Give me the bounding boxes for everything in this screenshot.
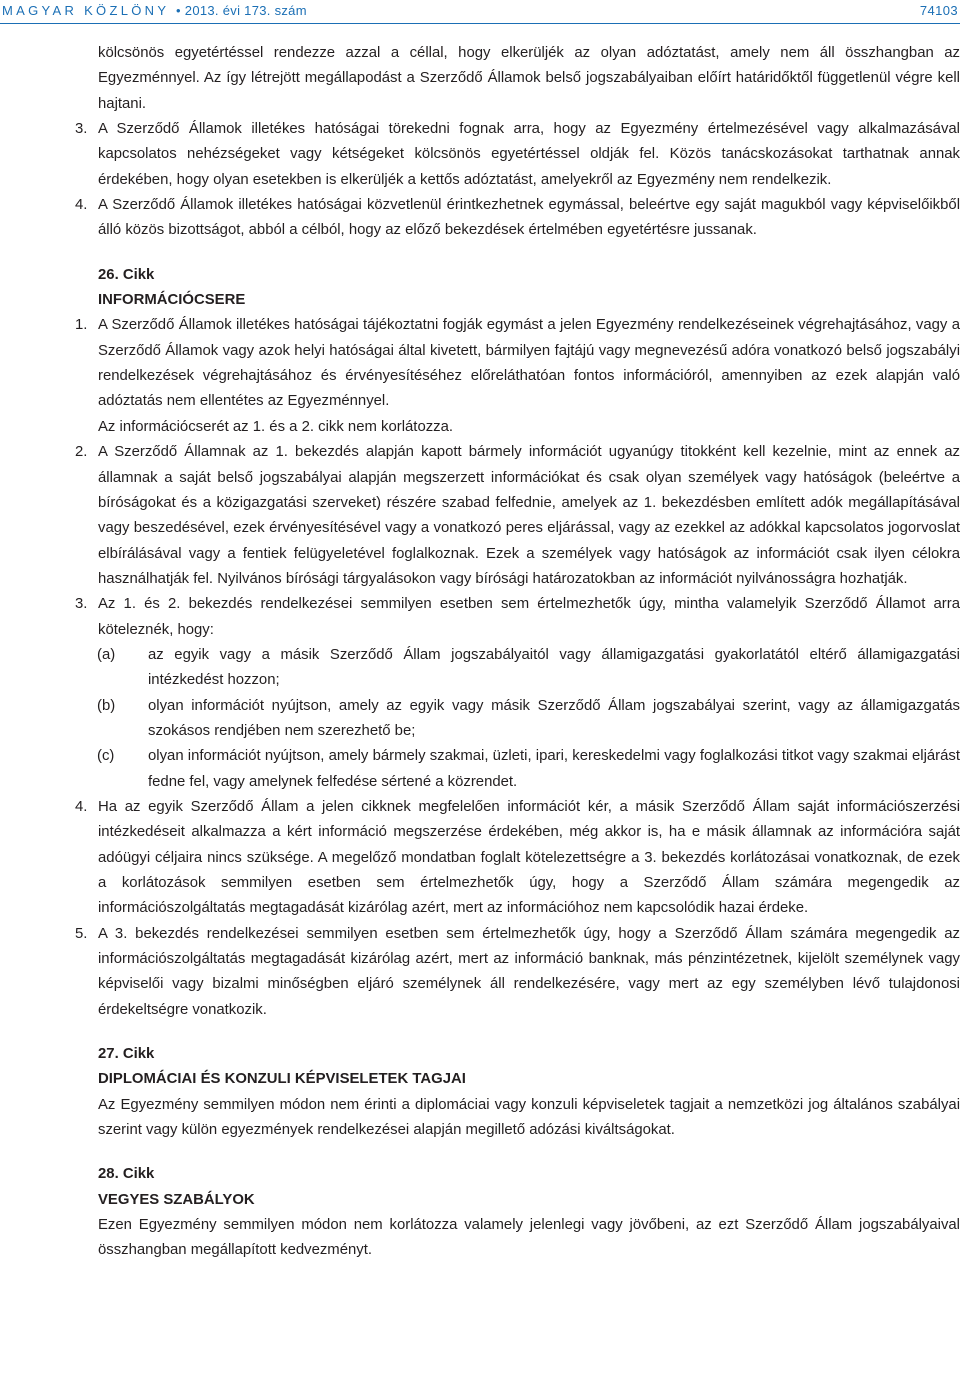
paragraph-number: 1.: [75, 317, 88, 334]
article28-text: Ezen Egyezmény semmilyen módon nem korlátozza valamely jelenlegi vagy jövőbeni, az ezt Szerződő Állam jogszabályaival összhangban megállapított kedvezményt.: [98, 1217, 960, 1259]
issue-label: 2013. évi 173. szám: [184, 3, 307, 18]
article25-paragraph-4: [0, 193, 960, 244]
article28-number: 28. Cikk: [98, 1166, 155, 1183]
spacer: [0, 1023, 960, 1042]
paragraph-number: 2.: [75, 444, 88, 461]
article26-paragraph-2: [0, 440, 960, 592]
list-item-c: [0, 744, 960, 795]
page-header: [0, 0, 960, 22]
article26-number: 26. Cikk: [98, 266, 155, 283]
list-item-b: [0, 694, 960, 745]
header-bullet: •: [176, 3, 181, 18]
continuation-paragraph: kölcsönös egyetértéssel rendezze azzal a céllal, hogy elkerüljék az olyan adóztatást, amely nem áll összhangban az Egyezménnyel. Az így létrejött megállapodást a Szerződő Államok belső jogszabályaiban előírt határidőktől függetlenül végre kell hajtani.: [98, 45, 960, 112]
paragraph-number: 3.: [75, 596, 88, 613]
list-item-text: az egyik vagy a másik Szerződő Állam jogszabályaitól vagy államigazgatási gyakorlatától eltérő államigazgatási intézkedést hozzon;: [148, 646, 960, 689]
paragraph-number: 4.: [75, 798, 88, 815]
list-item-text: olyan információt nyújtson, amely az egyik vagy másik Szerződő Állam jogszabályai szerint, vagy az államigazgatás szokásos rendjében nem szerezhető be;: [148, 697, 960, 739]
list-marker: (c): [97, 748, 115, 765]
list-marker: (a): [97, 646, 116, 663]
header-rule: [0, 23, 960, 24]
journal-title: MAGYAR KÖZLÖNY: [2, 3, 170, 18]
article27-number: 27. Cikk: [98, 1046, 155, 1063]
document-body: [0, 41, 960, 1264]
article27-title: DIPLOMÁCIAI ÉS KONZULI KÉPVISELETEK TAGJAI: [98, 1071, 466, 1088]
paragraph-number: 3.: [75, 121, 88, 138]
article26-title: INFORMÁCIÓCSERE: [98, 292, 246, 309]
paragraph-text: Az 1. és 2. bekezdés rendelkezései semmilyen esetben sem értelmezhetők úgy, mintha valamelyik Szerződő Államot arra köteleznék, hogy:: [98, 596, 960, 638]
article26-paragraph-5: [0, 922, 960, 1023]
list-marker: (b): [97, 697, 116, 714]
article26-paragraph-1-continued: Az információcserét az 1. és a 2. cikk nem korlátozza.: [98, 418, 454, 435]
list-item-a: [0, 643, 960, 694]
spacer: [0, 244, 960, 263]
page-number: 74103: [919, 3, 958, 18]
article25-paragraph-3: [0, 117, 960, 193]
paragraph-text: A Szerződő Államnak az 1. bekezdés alapján kapott bármely információt ugyanúgy titokként kell kezelnie, mint az ennek az államnak a saját belső jogszabályai alapján megszerzett információkat és csak olyan személyek vagy hatóságok (beleértve a bíróságokat és a közigazgatási szerveket) részére szabad felfednie, amelyek az 1. bekezdésben említett adók megállapításával vagy beszedésével, ezek érvényesítésével vagy a vonatkozó peres eljárással, vagy az ezekkel az adókkal kapcsolatos jogorvoslat elbírálásával vagy a fentiek felügyeletével foglalkoznak. Ezek a személyek vagy hatóságok az információt csak ilyen célokra használhatják fel. Nyilvános bírósági tárgyalásokon vagy bírósági határozatokban az információt nyilvánosságra hozhatják.: [98, 444, 960, 587]
paragraph-number: 5.: [75, 925, 88, 942]
header-journal: [2, 3, 307, 18]
article26-paragraph-3: [0, 592, 960, 643]
paragraph-text: A 3. bekezdés rendelkezései semmilyen esetben sem értelmezhetők úgy, hogy a Szerződő Állam számára megengedik az információszolgáltatás megtagadását kizárólag azért, mert az információ banknak, más pénzintézetnek, kijelölt személynek vagy képviselői vagy bizalmi minőségben eljáró személynek áll rendelkezésére, vagy mert az egy személyben lévő tulajdonosi érdekeltségre vonatkozik.: [98, 925, 960, 1018]
spacer: [0, 1143, 960, 1162]
paragraph-text: A Szerződő Államok illetékes hatóságai törekedni fognak arra, hogy az Egyezmény értelmezésével vagy alkalmazásával kapcsolatos nehézségeket vagy kétségeket kölcsönös egyetértéssel oldják fel. Közös tanácskozásokat tarthatnak annak érdekében, hogy olyan esetekben is elkerüljék a kettős adóztatást, amelyekről az Egyezmény nem rendelkezik.: [98, 121, 960, 188]
article28-title: VEGYES SZABÁLYOK: [98, 1191, 255, 1208]
article26-paragraph-1: [0, 313, 960, 414]
paragraph-text: A Szerződő Államok illetékes hatóságai tájékoztatni fogják egymást a jelen Egyezmény rendelkezéseinek végrehajtásához, vagy a Szerződő Államok vagy azok helyi hatóságai által kivetett, bármilyen fajtájú vagy megnevezésű adóra vonatkozó belső jogszabályi rendelkezések végrehajtásához és érvényesítéséhez előreláthatóan fontos információról, amennyiben az ezek alapján való adóztatás nem ellentétes az Egyezménnyel.: [98, 317, 960, 410]
paragraph-text: A Szerződő Államok illetékes hatóságai közvetlenül érintkezhetnek egymással, beleértve egy saját magukból vagy képviselőikből álló közös bizottságot, abból a célból, hogy az előző bekezdések értelmében egyetértésre jussanak.: [98, 197, 960, 239]
list-item-text: olyan információt nyújtson, amely bármely szakmai, üzleti, ipari, kereskedelmi vagy foglalkozási titkot vagy szakmai eljárást fedne fel, vagy amelynek felfedése sértené a közrendet.: [148, 748, 960, 790]
paragraph-number: 4.: [75, 197, 88, 214]
article27-text: Az Egyezmény semmilyen módon nem érinti a diplomáciai vagy konzuli képviseletek tagjait a nemzetközi jog általános szabályai szerint vagy külön egyezmények rendelkezései alapján megillető adózási kiváltságokat.: [98, 1096, 960, 1139]
paragraph-text: Ha az egyik Szerződő Állam a jelen cikknek megfelelően információt kér, a másik Szerződő Állam saját információszerzési intézkedéseit alkalmazza a kért információ megszerzése érdekében, még akkor is, ha e másik államnak az információra saját adóügyi céljaira nincs szüksége. A megelőző mondatban foglalt kötelezettségre a 3. bekezdés korlátozásai vonatkoznak, de ezek a korlátozások semmilyen esetben sem értelmezhetők úgy, hogy a Szerződő Állam számára megengedik az információszolgáltatás megtagadását kizárólag azért, mert az információhoz nem kapcsolódik hazai érdeke.: [98, 798, 960, 917]
article26-paragraph-4: [0, 795, 960, 922]
